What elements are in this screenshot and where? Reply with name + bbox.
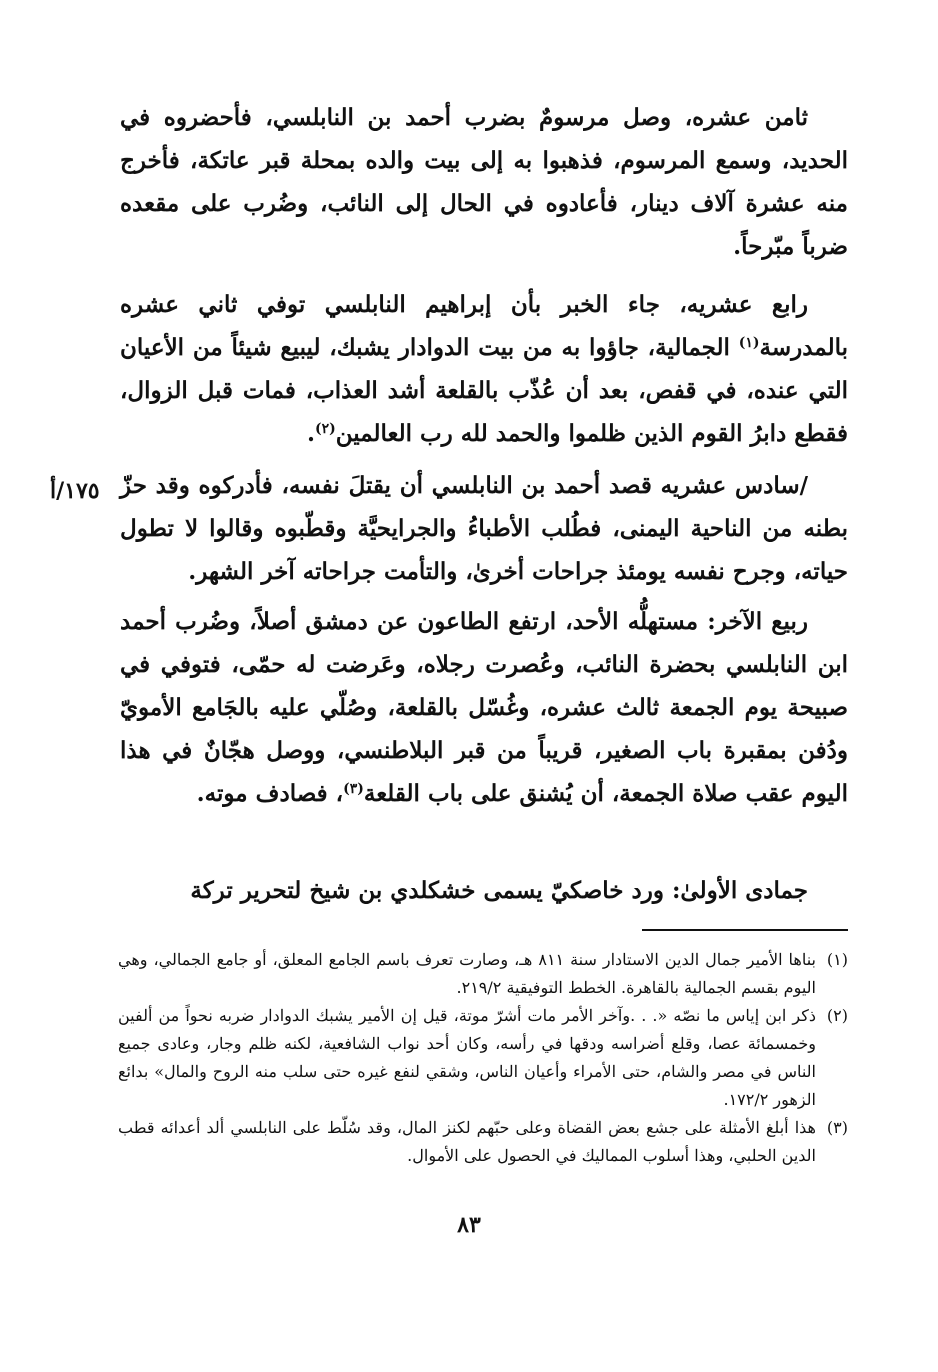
paragraph-text: مستهلُّه الأحد، ارتفع الطاعون عن دمشق أصلاً، وضُرب أحمد ابن النابلسي بحضرة النائب، وعُصرت رجلاه، وعَرضت له حمّى، فتوفي في صبيحة يوم الجمعة ثالث عشره، وغُسّل بالقلعة، وصُلّي عليه بالجَامع الأمويّ ودُفن بمقبرة باب الصغير، قريباً من قبر البلاطنسي، ووصل هجّانٌ في هذا اليوم عقب صلاة الجمعة، أن يُشنق على باب القلعة — [120, 608, 848, 807]
month-heading-jumada-al-ula: جمادى الأولىٰ: — [671, 877, 808, 904]
paragraph-5 — [120, 869, 848, 912]
manuscript-folio-marker: ١٧٥/أ — [50, 478, 100, 504]
footnote-2 — [118, 1002, 848, 1114]
footnote-ref-1[interactable]: (١) — [738, 335, 760, 351]
paragraph-2 — [120, 283, 848, 455]
paragraph-3 — [120, 464, 848, 593]
paragraph-text: ، فصادف موته. — [196, 780, 344, 807]
footnote-number: (١) — [826, 950, 848, 969]
footnote-separator — [642, 929, 848, 931]
footnote-1 — [118, 946, 848, 1002]
footnote-text: بناها الأمير جمال الدين الاستادار سنة ٨١١ هـ، وصارت تعرف باسم الجامع المعلق، أو جامع الجمالي، وهي اليوم بقسم الجمالية بالقاهرة. الخطط التوفيقية ٢١٩/٢. — [118, 950, 817, 997]
paragraph-text: /سادس عشريه قصد أحمد بن النابلسي أن يقتلَ نفسه، فأدركوه وقد حزّ بطنه من الناحية اليمنى، فطُلب الأطباءُ والجرايحيَّة وقطّبوه وقالوا لا تطول حياته، وجرح نفسه يومئذ جراحات أخرىٰ، والتأمت جراحاته آخر الشهر. — [120, 472, 848, 585]
paragraph-text: ورد خاصكيّ يسمى خشكلدي بن شيخ لتحرير تركة — [190, 877, 672, 904]
month-heading-rabi-al-akhir: ربيع الآخر: — [707, 608, 808, 635]
paragraph-4 — [120, 600, 848, 815]
footnote-text: هذا أبلغ الأمثلة على جشع بعض القضاة وعلى حبّهم لكنز المال، وقد سُلّط على النابلسي ألد أعدائه قطب الدين الحلبي، وهذا أسلوب المماليك في الحصول على الأموال. — [118, 1118, 816, 1165]
paragraph-1 — [120, 96, 848, 268]
page-number: ٨٣ — [457, 1212, 481, 1238]
footnote-ref-2[interactable]: (٢) — [314, 421, 336, 437]
footnotes — [118, 946, 848, 1170]
footnote-3 — [118, 1114, 848, 1170]
paragraph-text: رابع عشريه، جاء الخبر بأن إبراهيم النابلسي توفي ثاني عشره بالمدرسة — [120, 291, 848, 361]
paragraph-text: الجمالية، جاؤوا به من بيت الدوادار يشبك، ليبيع شيئاً من الأعيان التي عنده، في قفص، بعد أن عُذّب بالقلعة أشد العذاب، فمات قبل الزوال، فقطع دابرُ القوم الذين ظلموا والحمد لله رب العالمين — [120, 334, 848, 447]
footnote-text: ذكر ابن إياس ما نصّه «. . .وآخر الأمر مات أشرّ موتة، قيل إن الأمير يشبك الدوادار ضربه نحواً من ألفين وخمسمائة عصا، وقلع أضراسه ودقها في رأسه، وكان أحد نواب الشافعية، لكنه ظلم وجار، وعادى جميع الناس في مصر والشام، حتى الأمراء وأعيان الناس، وشقي لنفع غيره حتى سلب منه الروح والمال» بدائع الزهور ١٧٢/٢. — [118, 1006, 817, 1109]
footnote-number: (٢) — [826, 1006, 848, 1025]
footnote-number: (٣) — [826, 1118, 848, 1137]
paragraph-text: ثامن عشره، وصل مرسومٌ بضرب أحمد بن النابلسي، فأحضروه في الحديد، وسمع المرسوم، فذهبوا به إلى بيت والده بمحلة قبر عاتكة، فأخرج منه عشرة آلاف دينار، فأعادوه في الحال إلى النائب، وضُرب على مقعده ضرباً مبّرحاً. — [120, 104, 848, 260]
footnote-ref-3[interactable]: (٣) — [343, 781, 364, 797]
paragraph-text: . — [306, 420, 315, 447]
